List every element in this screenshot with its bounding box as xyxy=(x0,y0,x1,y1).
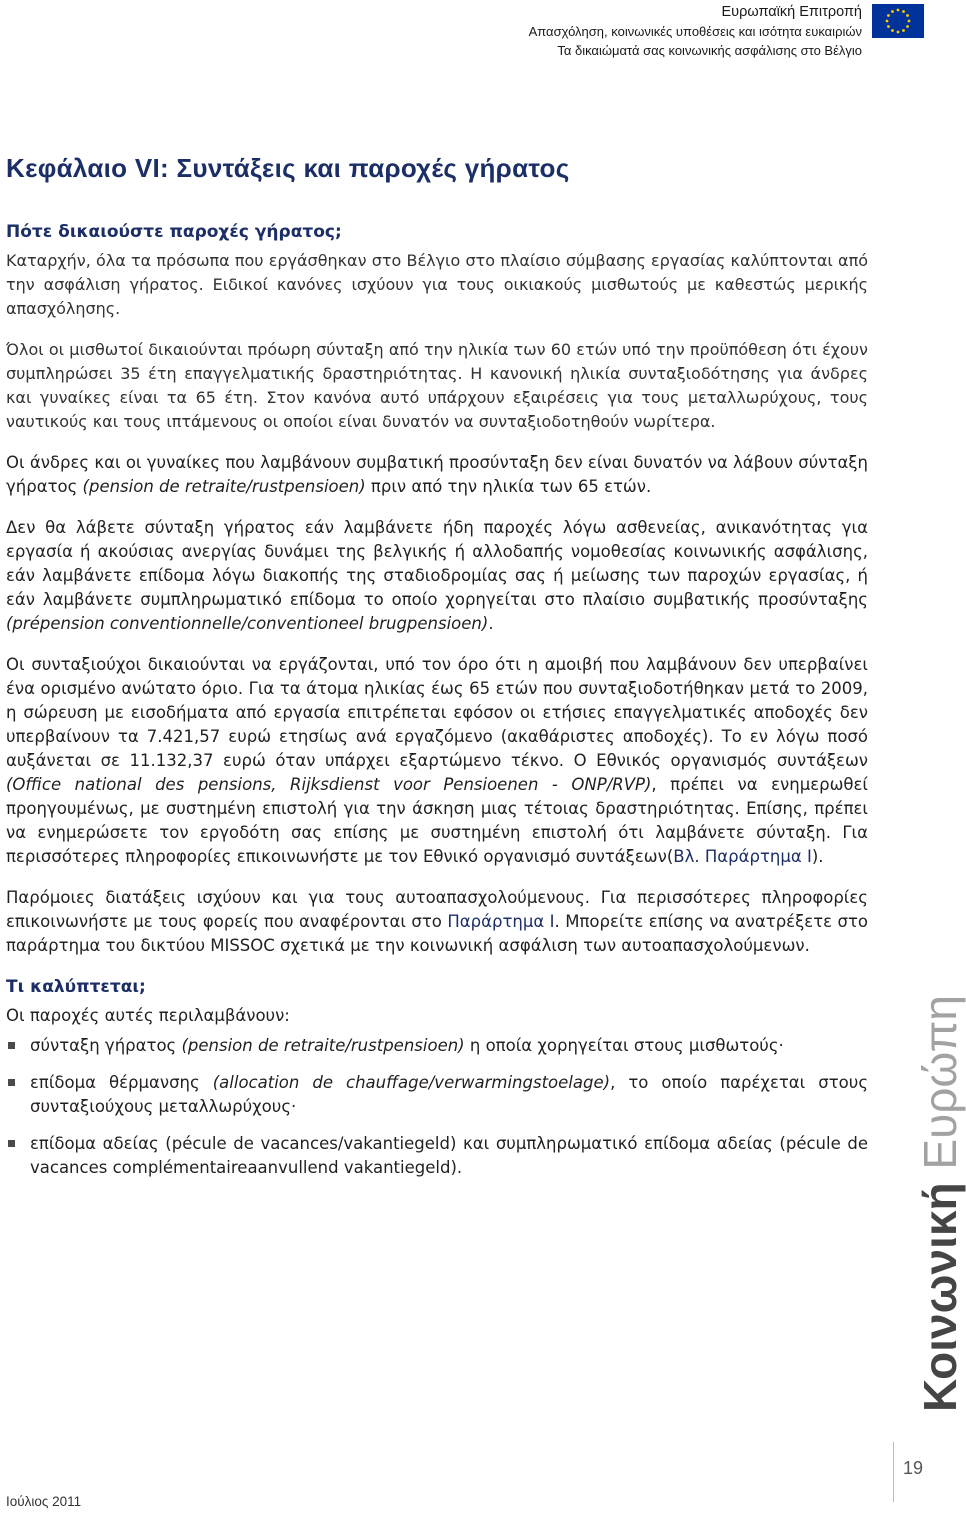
eu-star xyxy=(891,10,894,13)
list-item: σύνταξη γήρατος (pension de retraite/rustpensioen) η οποία χορηγείται στους μισθωτούς· xyxy=(6,1034,868,1058)
paragraph-work-after-retirement: Οι συνταξιούχοι δικαιούνται να εργάζονται, υπό τον όρο ότι η αμοιβή που λαμβάνουν δεν υπερβαίνει ένα ορισμένο ανώτατο όριο. Για τα άτομα ηλικίας έως 65 ετών που συνταξιοδοτήθηκαν μετά το 2009, η σώρευση με εισοδήματα από εργασία επιτρέπεται εφόσον οι ετήσιες επαγγελματικές αποδοχές δεν υπερβαίνουν τα 7.421,57 ευρώ ετησίως ανά εργαζόμενο (ακαθάριστες αποδοχές). Το εν λόγω ποσό αυξάνεται σε 11.132,37 ευρώ όταν υπάρχει εξαρτώμενο τέκνο. Ο Εθνικός οργανισμός συντάξεων (Office national des pensions, Rijksdienst voor Pensioenen - ONP/RVP), πρέπει να ενημερωθεί προηγουμένως, με συστημένη επιστολή για την άσκηση μιας τέτοιας δραστηριότητας. Επίσης, πρέπει να ενημερώσετε τον εργοδότη σας επίσης με συστημένη επιστολή ότι λαμβάνετε σύνταξη. Για περισσότερες πληροφορίες επικοινωνήστε με τον Εθνικό οργανισμό συντάξεων(Βλ. Παράρτημα I). xyxy=(6,655,869,866)
paragraph-coverage: Καταρχήν, όλα τα πρόσωπα που εργάσθηκαν στο Βέλγιο στο πλαίσιο σύμβασης εργασίας καλύπτονται από την ασφάλιση γήρατος. Ειδικοί κανόνες ισχύουν για τους οικιακούς μισθωτούς με καθεστώς μερικής απασχόλησης. xyxy=(6,251,868,318)
page-number: 19 xyxy=(903,1458,924,1478)
eu-flag-icon xyxy=(872,4,924,38)
annex-link[interactable]: Παράρτημα I xyxy=(447,912,555,931)
list-item: επίδομα θέρμανσης (allocation de chauffage/verwarmingstoelage), το οποίο παρέχεται στους συνταξιούχους μεταλλωρύχους· xyxy=(6,1071,868,1119)
paragraph-early-retirement: Οι άνδρες και οι γυναίκες που λαμβάνουν συμβατική προσύνταξη δεν είναι δυνατόν να λάβουν σύνταξη γήρατος (pension de retraite/rustpensioen) πριν από την ηλικία των 65 ετών. xyxy=(6,453,868,496)
eu-star xyxy=(906,14,909,17)
section-heading-eligibility: Πότε δικαιούστε παροχές γήρατος; xyxy=(6,222,342,242)
paragraph-exclusions: Δεν θα λάβετε σύνταξη γήρατος εάν λαμβάνετε ήδη παροχές λόγω ασθενείας, ανικανότητας για εργασία ή ακούσιας ανεργίας δυνάμει της βελγικής ή αλλοδαπής νομοθεσίας κοινωνικής ασφάλισης, εάν λαμβάνετε επίδομα λόγω διακοπής της σταδιοδρομίας σας ή μείωσης των παροχών εργασίας, ή εάν λαμβάνετε συμπληρωματικό επίδομα το οποίο χορηγείται στο πλαίσιο συμβατικής προσύνταξης (prépension conventionnelle/conventioneel brugpensioen). xyxy=(6,518,868,633)
eu-star xyxy=(897,31,900,34)
paragraph-retirement-age: Όλοι οι μισθωτοί δικαιούνται πρόωρη σύνταξη από την ηλικία των 60 ετών υπό την προϋπόθεση ότι έχουν συμπληρώσει 35 έτη επαγγελματικής δραστηριότητας. Η κανονική ηλικία συνταξιοδότησης για άνδρες και γυναίκες είναι τα 65 έτη. Στον κανόνα αυτό υπάρχουν εξαιρέσεις για τους μεταλλωρύχους, τους ναυτικούς και τους ιπτάμενους οι οποίοι είναι δυνατόν να συνταξιοδοτηθούν νωρίτερα. xyxy=(6,340,868,431)
benefits-list xyxy=(6,1034,868,1180)
header-organization: Ευρωπαϊκή Επιτροπή xyxy=(721,4,862,20)
paragraph-self-employed: Παρόμοιες διατάξεις ισχύουν και για τους αυτοαπασχολούμενους. Για περισσότερες πληροφορίες επικοινωνήστε με τους φορείς που αναφέρονται στο Παράρτημα I. Μπορείτε επίσης να ανατρέξετε στο παράρτημα του δικτύου MISSOC σχετικά με την κοινωνική ασφάλιση των αυτοαπασχολούμενων. xyxy=(6,888,869,955)
document-header xyxy=(529,3,862,60)
eu-star xyxy=(897,9,900,12)
section-heading-coverage: Τι καλύπτεται; xyxy=(6,977,146,997)
header-document-title: Τα δικαιώματά σας κοινωνικής ασφάλισης στο Βέλγιο xyxy=(557,43,862,58)
page-number-divider xyxy=(893,1442,894,1502)
eu-star xyxy=(902,10,905,13)
bullet-square-icon xyxy=(8,1140,15,1147)
header-directorate: Απασχόληση, κοινωνικές υποθέσεις και ισότητα ευκαιριών xyxy=(528,24,862,39)
bullet-square-icon xyxy=(8,1042,15,1049)
bullet-square-icon xyxy=(8,1079,15,1086)
eu-star xyxy=(891,29,894,32)
annex-link[interactable]: Βλ. Παράρτημα I xyxy=(673,847,812,866)
chapter-title: Κεφάλαιο VI: Συντάξεις και παροχές γήρατος xyxy=(6,153,570,183)
eu-star xyxy=(886,20,889,23)
footer-date: Ιούλιος 2011 xyxy=(6,1494,82,1509)
list-item: επίδομα αδείας (pécule de vacances/vakantiegeld) και συμπληρωματικό επίδομα αδείας (pécule de vacances complémentaireaanvullend vakantiegeld). xyxy=(6,1132,868,1180)
eu-star xyxy=(906,25,909,28)
eu-star xyxy=(887,14,890,17)
main-content xyxy=(6,220,868,1193)
eu-star xyxy=(887,25,890,28)
eu-star xyxy=(902,29,905,32)
coverage-intro: Οι παροχές αυτές περιλαμβάνουν: xyxy=(6,1006,290,1025)
eu-star xyxy=(908,20,911,23)
social-europe-brand: Κοινωνική Ευρώπη xyxy=(914,995,966,1412)
